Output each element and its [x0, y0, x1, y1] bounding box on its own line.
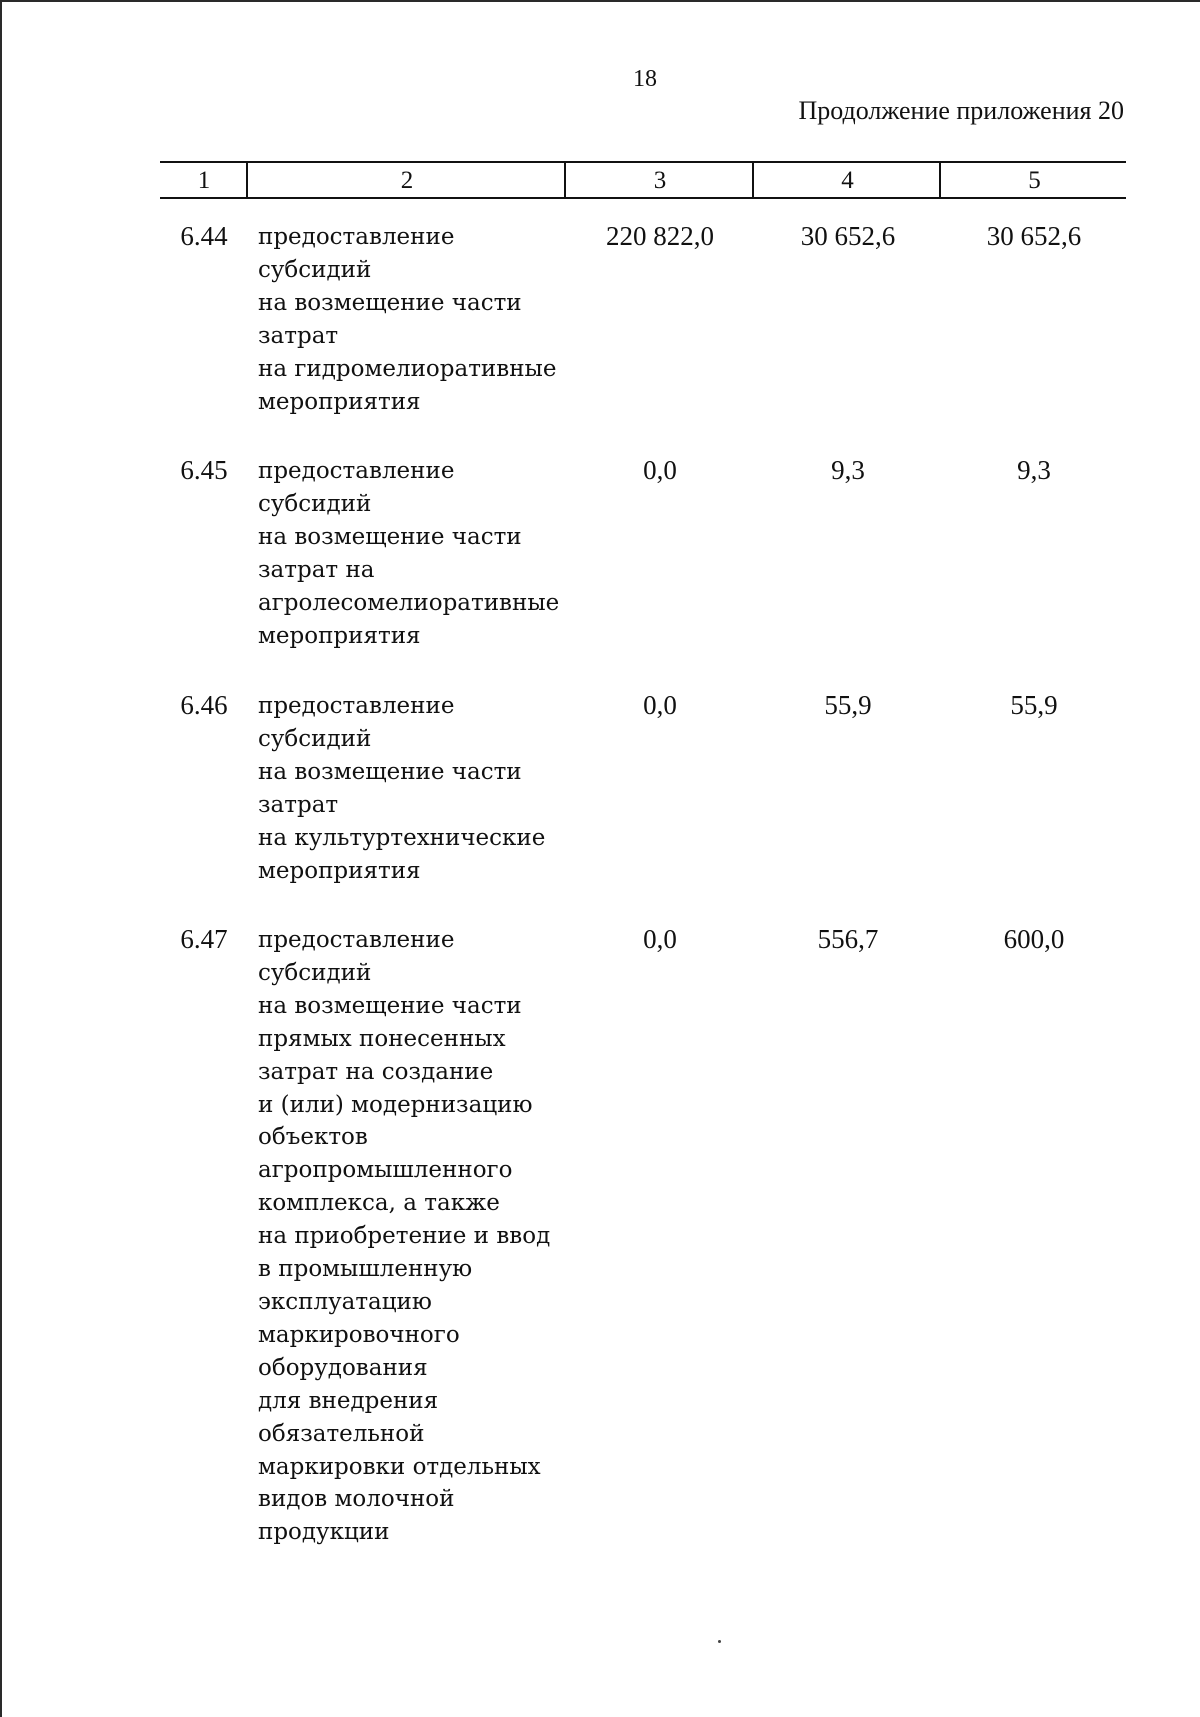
description-line: на возмещение части: [258, 992, 522, 1019]
description-line: для внедрения: [258, 1387, 439, 1414]
row-value-col-3: 220 822,0: [606, 221, 714, 251]
row-value-col-5: 30 652,6: [986, 221, 1082, 251]
description-line: мероприятия: [258, 388, 421, 415]
description-line: на гидромелиоративные: [258, 355, 557, 382]
page-number: 18: [633, 66, 657, 92]
description-line: объектов: [258, 1124, 368, 1151]
description-line: предоставление: [258, 927, 455, 953]
description-line: оборудования: [258, 1354, 428, 1381]
row-value-col-5: 9,3: [1017, 455, 1051, 485]
description-line: затрат: [258, 791, 339, 818]
row-value-col-4: 9,3: [831, 455, 865, 485]
header-col-1: 1: [197, 167, 211, 194]
description-line: субсидий: [258, 256, 372, 283]
description-line: на возмещение части: [258, 523, 522, 550]
description-line: предоставление: [258, 224, 455, 250]
description-line: комплекса, а также: [258, 1190, 500, 1217]
description-line: затрат на: [258, 556, 375, 583]
description-line: мероприятия: [258, 857, 421, 884]
table-header-row: [160, 161, 1126, 199]
description-line: затрат: [258, 322, 339, 349]
data-table: [160, 161, 1126, 1546]
description-line: мероприятия: [258, 622, 421, 649]
header-col-5: 5: [939, 163, 1128, 197]
header-col-3: 3: [564, 163, 754, 197]
description-line: обязательной: [258, 1420, 425, 1447]
row-value-col-3: 0,0: [643, 690, 677, 720]
description-line: видов молочной: [258, 1486, 455, 1513]
row-description: [258, 221, 578, 418]
row-description: [258, 455, 578, 652]
description-line: маркировочного: [258, 1321, 460, 1348]
description-line: субсидий: [258, 959, 372, 986]
header-col-2: 2: [246, 163, 566, 197]
row-description: [258, 690, 578, 887]
row-value-col-4: 55,9: [824, 690, 872, 720]
description-line: в промышленную: [258, 1256, 473, 1283]
description-line: на возмещение части: [258, 289, 522, 316]
row-value-col-3: 0,0: [643, 924, 677, 954]
description-line: на возмещение части: [258, 758, 522, 785]
description-line: агропромышленного: [258, 1157, 513, 1184]
row-value-col-4: 30 652,6: [800, 221, 896, 251]
description-line: маркировки отдельных: [258, 1453, 541, 1480]
description-line: затрат на создание: [258, 1058, 494, 1085]
row-description: [258, 924, 578, 1549]
row-value-col-4: 556,7: [817, 924, 879, 954]
description-line: продукции: [258, 1519, 390, 1546]
description-line: прямых понесенных: [258, 1025, 506, 1052]
description-line: и (или) модернизацию: [258, 1091, 533, 1118]
row-value-col-5: 55,9: [1010, 690, 1058, 720]
row-value-col-3: 0,0: [643, 455, 677, 485]
appendix-continuation-note: Продолжение приложения 20: [798, 96, 1124, 125]
description-line: агролесомелиоративные: [258, 589, 560, 616]
row-number: 6.47: [180, 924, 228, 954]
description-line: на приобретение и ввод: [258, 1223, 551, 1250]
scan-edge-top: [0, 0, 1200, 2]
description-line: на культуртехнические: [258, 824, 546, 851]
description-line: эксплуатацию: [258, 1288, 432, 1315]
description-line: субсидий: [258, 725, 372, 752]
row-number: 6.44: [180, 221, 228, 251]
scan-edge-left: [0, 0, 2, 1717]
description-line: предоставление: [258, 458, 455, 484]
row-value-col-5: 600,0: [1003, 924, 1065, 954]
description-line: предоставление: [258, 693, 455, 719]
header-col-4: 4: [752, 163, 941, 197]
row-number: 6.46: [180, 690, 228, 720]
description-line: субсидий: [258, 490, 372, 517]
row-number: 6.45: [180, 455, 228, 485]
scan-speck: [718, 1640, 721, 1643]
